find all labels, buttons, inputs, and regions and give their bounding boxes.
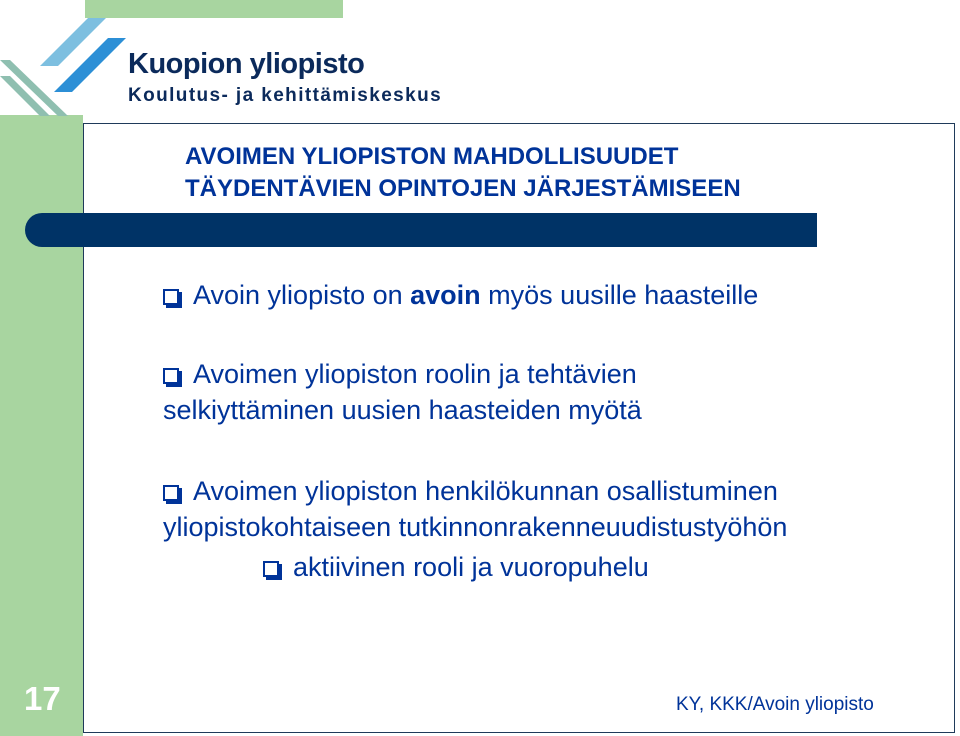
bullet-item-2 bbox=[163, 356, 642, 428]
sub-bullet-item bbox=[263, 549, 649, 585]
checkbox-bullet-icon bbox=[163, 485, 179, 501]
brand-subtitle: Koulutus- ja kehittämiskeskus bbox=[128, 85, 443, 106]
side-accent-bar bbox=[0, 115, 83, 736]
checkbox-bullet-icon bbox=[263, 561, 279, 577]
checkbox-bullet-icon bbox=[163, 368, 179, 384]
university-logo-icon bbox=[0, 18, 130, 116]
bullet-1-text-bold: avoin bbox=[410, 280, 481, 310]
brand-name: Kuopion yliopisto bbox=[128, 48, 365, 80]
checkbox-bullet-icon bbox=[163, 289, 179, 305]
top-accent-bar bbox=[85, 0, 343, 18]
slide-title-line-2: TÄYDENTÄVIEN OPINTOJEN JÄRJESTÄMISEEN bbox=[185, 175, 741, 202]
bullet-item-1 bbox=[163, 277, 758, 313]
bullet-2-line-1: Avoimen yliopiston roolin ja tehtävien bbox=[193, 359, 637, 389]
bullet-1-text-before: Avoin yliopisto on bbox=[193, 280, 411, 310]
title-underline-bar bbox=[25, 213, 817, 247]
bullet-3-line-2: yliopistokohtaiseen tutkinnonrakenneuudistustyöhön bbox=[163, 512, 788, 542]
sub-bullet-text: aktiivinen rooli ja vuoropuhelu bbox=[293, 552, 649, 582]
footer-credit: KY, KKK/Avoin yliopisto bbox=[676, 694, 874, 715]
bullet-3-line-1: Avoimen yliopiston henkilökunnan osallistuminen bbox=[193, 476, 778, 506]
slide-title-line-1: AVOIMEN YLIOPISTON MAHDOLLISUUDET bbox=[185, 143, 679, 170]
page-number: 17 bbox=[24, 680, 61, 717]
bullet-2-line-2: selkiyttäminen uusien haasteiden myötä bbox=[163, 395, 642, 425]
bullet-1-text-after: myös uusille haasteille bbox=[480, 280, 759, 310]
bullet-item-3 bbox=[163, 473, 787, 545]
slide-title bbox=[185, 141, 741, 205]
